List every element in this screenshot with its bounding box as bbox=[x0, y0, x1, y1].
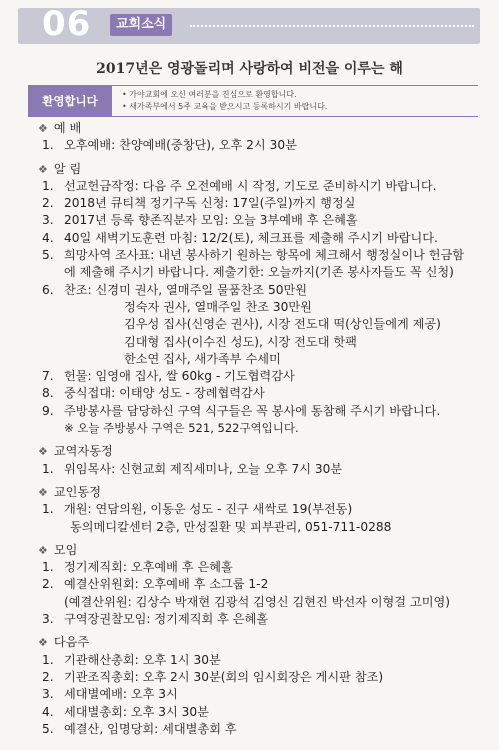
list-item-continued: 동의메디칼센터 2층, 만성질환 및 피부관리, 051-711-0288 bbox=[70, 519, 392, 534]
section-tag: 교회소식 bbox=[110, 14, 172, 36]
list-item bbox=[38, 704, 490, 721]
item-number: 7. bbox=[42, 369, 54, 384]
welcome-line: • 새가족부에서 5주 교육을 받으시고 등록하시기 바랍니다. bbox=[122, 101, 327, 113]
section-number: 06 bbox=[42, 4, 92, 44]
list-item bbox=[38, 282, 490, 299]
item-number: 2. bbox=[42, 669, 54, 684]
note-text: ※ 오늘 주방봉사 구역은 521, 522구역입니다. bbox=[64, 421, 299, 436]
item-text: 예결산위원회: 오후예배 후 소그룹 1-2 bbox=[64, 577, 269, 592]
item-number bbox=[42, 264, 64, 281]
item-text: 찬조: 신경미 권사, 열매주일 물품찬조 50만원 bbox=[64, 282, 308, 297]
list-item-continued bbox=[38, 264, 490, 281]
section-heading bbox=[38, 484, 490, 501]
item-number: 1. bbox=[42, 502, 54, 517]
item-number: 5. bbox=[42, 721, 54, 736]
item-number: 3. bbox=[42, 687, 54, 702]
section-nextweek bbox=[38, 634, 490, 738]
item-number: 1. bbox=[42, 461, 54, 476]
section-notice bbox=[38, 161, 490, 438]
list-item bbox=[38, 212, 490, 229]
item-text: 예결산, 임명당회: 세대별총회 후 bbox=[64, 721, 237, 736]
item-text: 선교헌금작정: 다음 주 오전예배 시 작정, 기도로 준비하시기 바랍니다. bbox=[64, 178, 437, 193]
item-text: 에 제출해 주시기 바랍니다. 제출기한: 오늘까지(기존 봉사자들도 꼭 신청) bbox=[64, 265, 454, 280]
list-item bbox=[38, 178, 490, 195]
section-heading bbox=[38, 542, 490, 559]
welcome-list bbox=[122, 89, 327, 113]
item-text: 오후예배: 찬양예배(중창단), 오후 2시 30분 bbox=[64, 138, 297, 153]
section-heading bbox=[38, 120, 490, 137]
diamond-icon: ❖ bbox=[38, 485, 48, 499]
item-text: 개원: 연담의원, 이동운 성도 - 진구 새싹로 19(부전동) bbox=[64, 502, 353, 517]
heading-text: 교인동정 bbox=[53, 484, 101, 499]
item-text: 세대별총회: 오후 3시 30분 bbox=[64, 704, 209, 719]
item-number: 2. bbox=[42, 196, 54, 211]
item-text: (예결산위원: 김상수 박재현 김광석 김영신 김현진 박선자 이형걸 고미영) bbox=[64, 594, 451, 609]
item-text: 주방봉사를 담당하신 구역 식구들은 꼭 봉사에 동참해 주시기 바랍니다. bbox=[64, 403, 441, 418]
item-text: 헌물: 임영애 집사, 쌀 60kg - 기도협력감사 bbox=[64, 369, 295, 384]
item-number: 5. bbox=[42, 248, 54, 263]
item-number: 1. bbox=[42, 652, 54, 667]
item-number: 9. bbox=[42, 403, 54, 418]
item-number: 2. bbox=[42, 577, 54, 592]
item-text: 희망사역 조사표: 내년 봉사하기 원하는 항목에 체크해서 행정실이나 헌금함 bbox=[64, 248, 465, 263]
item-number: 4. bbox=[42, 230, 54, 245]
item-number: 6. bbox=[42, 282, 54, 297]
sub-item: 김우성 집사(신영순 권사), 시장 전도대 떡(상인들에게 제공) bbox=[124, 317, 441, 332]
list-item bbox=[38, 230, 490, 247]
list-item bbox=[38, 576, 490, 593]
list-item bbox=[38, 559, 490, 576]
header-dotted-line bbox=[190, 25, 474, 27]
list-item bbox=[38, 195, 490, 212]
list-item bbox=[38, 137, 490, 154]
sub-item: 한소연 집사, 새가족부 수세미 bbox=[124, 351, 281, 366]
item-text: 2018년 큐티책 정기구독 신청: 17일(주일)까지 행정실 bbox=[64, 196, 356, 211]
list-item bbox=[38, 247, 490, 264]
item-number: 3. bbox=[42, 213, 54, 228]
heading-text: 모임 bbox=[53, 542, 78, 557]
diamond-icon: ❖ bbox=[38, 445, 48, 459]
item-text: 40일 새벽기도훈련 마침: 12/2(토), 체크표를 제출해 주시기 바랍니다. bbox=[64, 230, 438, 245]
welcome-line: • 가야교회에 오신 여러분을 진심으로 환영합니다. bbox=[122, 89, 327, 101]
item-number: 8. bbox=[42, 386, 54, 401]
heading-text: 교역자동정 bbox=[53, 444, 113, 459]
list-item bbox=[38, 611, 490, 628]
section-heading bbox=[38, 161, 490, 178]
list-item bbox=[38, 368, 490, 385]
heading-text: 예 배 bbox=[53, 121, 82, 135]
diamond-icon: ❖ bbox=[38, 162, 48, 176]
section-meeting bbox=[38, 542, 490, 628]
sub-item: 김대형 집사(이수진 성도), 시장 전도대 핫팩 bbox=[124, 334, 357, 349]
welcome-box bbox=[28, 85, 478, 117]
list-item bbox=[38, 403, 490, 420]
list-item bbox=[38, 501, 490, 518]
list-item bbox=[38, 385, 490, 402]
page-title: 2017년은 영광돌리며 사랑하여 비전을 이루는 해 bbox=[96, 61, 403, 77]
diamond-icon: ❖ bbox=[38, 636, 48, 650]
item-text: 구역장권찰모임: 정기제직회 후 은혜홀 bbox=[64, 612, 269, 627]
item-number: 1. bbox=[42, 178, 54, 193]
section-exchange bbox=[38, 443, 490, 478]
item-text: 세대별예배: 오후 3시 bbox=[64, 687, 178, 702]
diamond-icon: ❖ bbox=[38, 122, 48, 135]
heading-text: 다음주 bbox=[53, 635, 90, 650]
item-number: 4. bbox=[42, 704, 54, 719]
diamond-icon: ❖ bbox=[38, 543, 48, 557]
item-text: 기관해산총회: 오후 1시 30분 bbox=[64, 652, 221, 667]
section-heading bbox=[38, 634, 490, 651]
list-item bbox=[38, 721, 490, 738]
sub-item: 정숙자 권사, 열매주일 찬조 30만원 bbox=[124, 299, 312, 314]
list-item bbox=[38, 669, 490, 686]
item-text: 중식접대: 이태양 성도 - 장례협력감사 bbox=[64, 386, 265, 401]
list-item-continued bbox=[38, 594, 490, 611]
item-number: 1. bbox=[42, 560, 54, 575]
item-text: 정기제직회: 오후예배 후 은혜홀 bbox=[64, 560, 233, 575]
section-worship bbox=[38, 120, 490, 155]
item-number bbox=[42, 594, 64, 611]
heading-text: 알 림 bbox=[53, 161, 82, 176]
announcement-content bbox=[38, 120, 490, 738]
section-member bbox=[38, 484, 490, 536]
section-header bbox=[18, 4, 480, 46]
section-heading bbox=[38, 443, 490, 460]
list-item bbox=[38, 686, 490, 703]
item-text: 2017년 등록 향존직분자 모임: 오늘 3부예배 후 은혜홀 bbox=[64, 213, 358, 228]
item-text: 위임목사: 신현교회 제직세미나, 오늘 오후 7시 30분 bbox=[64, 461, 343, 476]
item-number: 3. bbox=[42, 612, 54, 627]
list-item bbox=[38, 461, 490, 478]
item-number: 1. bbox=[42, 138, 54, 153]
welcome-label: 환영합니다 bbox=[28, 86, 112, 116]
item-text: 기관조직총회: 오후 2시 30분(회의 임시회장은 게시판 참조) bbox=[64, 669, 384, 684]
list-item bbox=[38, 652, 490, 669]
